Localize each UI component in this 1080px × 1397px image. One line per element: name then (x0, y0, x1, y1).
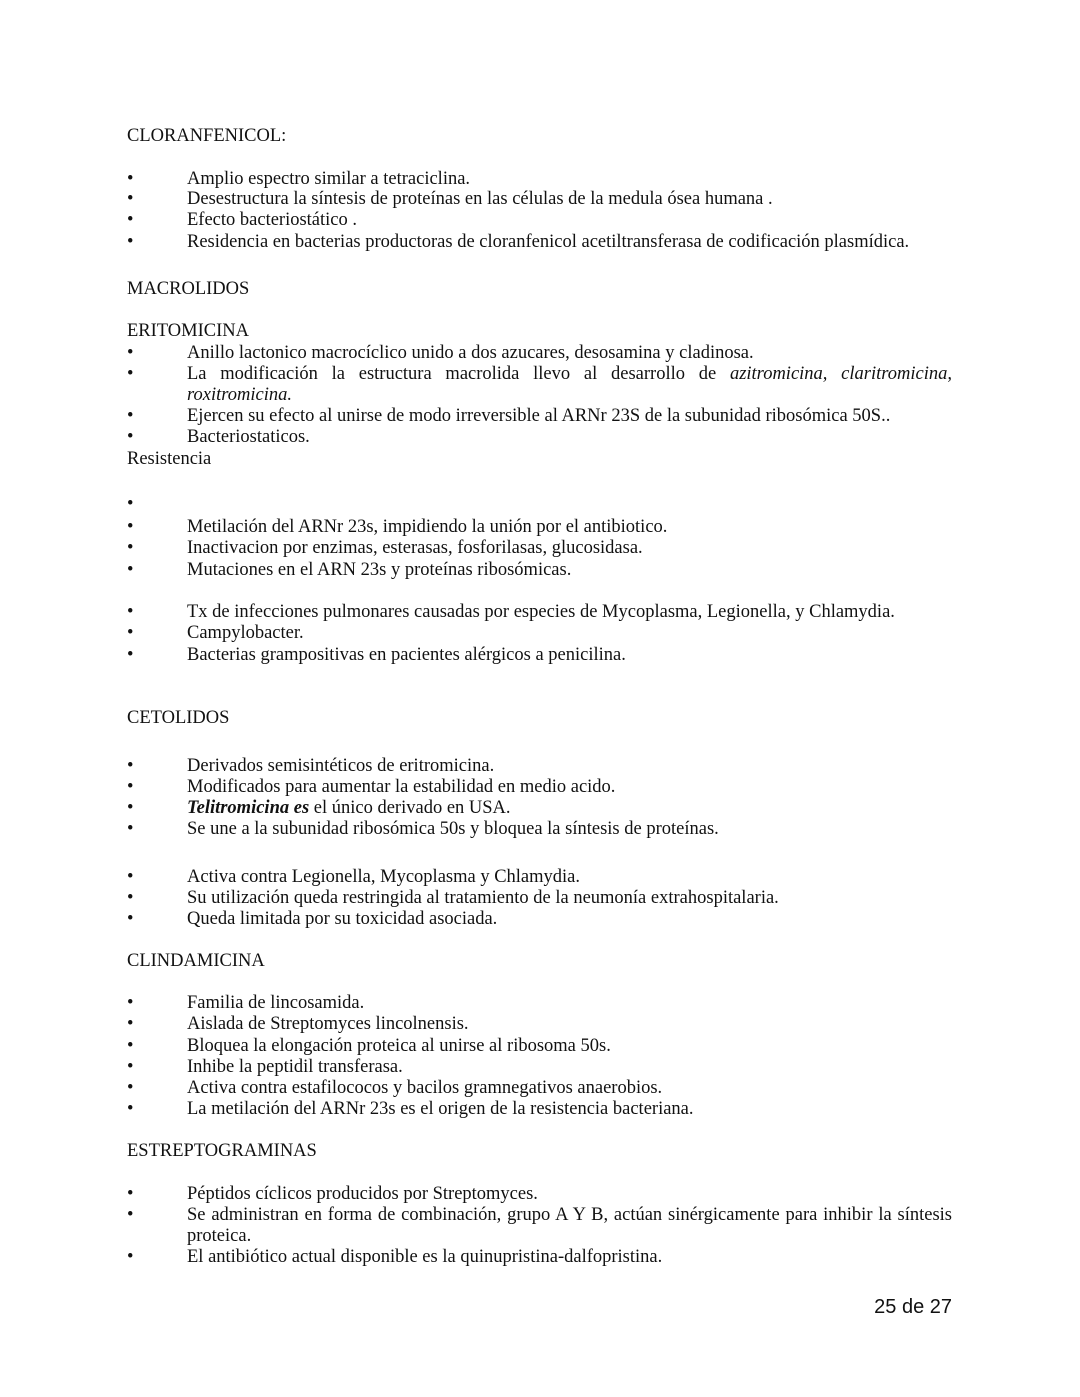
list-item-text: Modificados para aumentar la estabilidad en medio acido. (187, 777, 616, 797)
list-item-text: Bacterias grampositivas en pacientes alérgicos a penicilina. (187, 645, 626, 665)
section-heading: ERITOMICINA (127, 321, 249, 341)
bullet-icon: • (127, 427, 134, 447)
list-item-text: La metilación del ARNr 23s es el origen de la resistencia bacteriana. (187, 1099, 694, 1119)
bullet-icon: • (127, 1099, 134, 1119)
section-heading: Resistencia (127, 449, 212, 469)
list-item (187, 517, 952, 538)
list-item (187, 1078, 952, 1099)
list-item (187, 232, 952, 253)
list-item (187, 406, 952, 427)
list-item (187, 623, 952, 644)
bullet-icon: • (127, 1184, 134, 1204)
bullet-icon: • (127, 169, 134, 189)
list-item (187, 1036, 952, 1057)
list-item (187, 1247, 952, 1268)
bullet-icon: • (127, 210, 134, 230)
list-item (187, 538, 952, 559)
list-item-text: Se administran en forma de combinación, grupo A Y B, actúan sinérgicamente para inhibir la síntesis proteica. (187, 1205, 952, 1246)
list-item-text: Activa contra estafilococos y bacilos gramnegativos anaerobios. (187, 1078, 663, 1098)
list-item (187, 210, 952, 231)
list-item-text: Ejercen su efecto al unirse de modo irreversible al ARNr 23S de la subunidad ribosómica 50S.. (187, 406, 891, 426)
bullet-icon: • (127, 777, 134, 797)
list-item-text: El antibiótico actual disponible es la quinupristina-dalfopristina. (187, 1247, 663, 1267)
list-item-text: Residencia en bacterias productoras de cloranfenicol acetiltransferasa de codificación plasmídica. (187, 232, 910, 252)
list-item (187, 798, 952, 819)
list-item-text: Aislada de Streptomyces lincolnensis. (187, 1014, 469, 1034)
section-heading: CLINDAMICINA (127, 951, 265, 971)
list-item (187, 819, 952, 840)
list-item-text: Telitromicina es (187, 798, 310, 818)
list-item (187, 427, 952, 448)
section-heading: MACROLIDOS (127, 279, 250, 299)
bullet-icon: • (127, 888, 134, 908)
page-number: 25 de 27 (874, 1296, 952, 1318)
list-item-text: Desestructura la síntesis de proteínas en las células de la medula ósea humana . (187, 189, 773, 209)
list-item-text: Campylobacter. (187, 623, 304, 643)
list-item (187, 1057, 952, 1078)
list-item-text: Activa contra Legionella, Mycoplasma y Chlamydia. (187, 867, 581, 887)
list-item-text: Derivados semisintéticos de eritromicina. (187, 756, 495, 776)
list-item (187, 993, 952, 1014)
list-item (187, 909, 952, 930)
bullet-icon: • (127, 602, 134, 622)
bullet-icon: • (127, 909, 134, 929)
list-item (187, 1099, 952, 1120)
list-item-text: Mutaciones en el ARN 23s y proteínas ribosómicas. (187, 560, 572, 580)
list-item-text: el único derivado en USA. (309, 798, 511, 818)
list-item-text: Queda limitada por su toxicidad asociada. (187, 909, 498, 929)
list-item-text: Efecto bacteriostático . (187, 210, 358, 230)
bullet-icon: • (127, 867, 134, 887)
list-item-text: Amplio espectro similar a tetraciclina. (187, 169, 471, 189)
list-item-text: Péptidos cíclicos producidos por Streptomyces. (187, 1184, 538, 1204)
bullet-icon: • (127, 1078, 134, 1098)
bullet-icon: • (127, 819, 134, 839)
list-item-text: Se une a la subunidad ribosómica 50s y bloquea la síntesis de proteínas. (187, 819, 719, 839)
bullet-icon: • (127, 1205, 134, 1225)
list-item-text: Bloquea la elongación proteica al unirse al ribosoma 50s. (187, 1036, 611, 1056)
list-item (187, 756, 952, 777)
list-item-text: Bacteriostaticos. (187, 427, 310, 447)
list-item-text: Metilación del ARNr 23s, impidiendo la unión por el antibiotico. (187, 517, 668, 537)
bullet-icon: • (127, 1036, 134, 1056)
bullet-icon: • (127, 756, 134, 776)
bullet-icon: • (127, 1057, 134, 1077)
bullet-icon: • (127, 993, 134, 1013)
section-heading: CLORANFENICOL: (127, 126, 287, 146)
list-item (187, 1205, 952, 1247)
list-item (187, 645, 952, 666)
bullet-icon: • (127, 494, 134, 514)
bullet-icon: • (127, 406, 134, 426)
bullet-icon: • (127, 517, 134, 537)
list-item (187, 364, 952, 406)
bullet-icon: • (127, 623, 134, 643)
bullet-icon: • (127, 1247, 134, 1267)
list-item-text: Su utilización queda restringida al tratamiento de la neumonía extrahospitalaria. (187, 888, 779, 908)
list-item (187, 867, 952, 888)
list-item (187, 888, 952, 909)
bullet-icon: • (127, 538, 134, 558)
bullet-icon: • (127, 343, 134, 363)
list-item-text: Tx de infecciones pulmonares causadas por especies de Mycoplasma, Legionella, y Chlamydia. (187, 602, 895, 622)
list-item (187, 560, 952, 581)
bullet-icon: • (127, 645, 134, 665)
list-item (187, 189, 952, 210)
list-item (187, 1184, 952, 1205)
list-item (187, 169, 952, 190)
list-item-text: Anillo lactonico macrocíclico unido a dos azucares, desosamina y cladinosa. (187, 343, 754, 363)
list-item (187, 343, 952, 364)
bullet-icon: • (127, 1014, 134, 1034)
section-heading: CETOLIDOS (127, 708, 230, 728)
list-item (187, 602, 952, 623)
bullet-icon: • (127, 364, 134, 384)
list-item (187, 777, 952, 798)
list-item (187, 1014, 952, 1035)
list-item-text: Inactivacion por enzimas, esterasas, fosforilasas, glucosidasa. (187, 538, 643, 558)
bullet-icon: • (127, 232, 134, 252)
list-item-text: La modificación la estructura macrolida llevo al desarrollo de (187, 364, 730, 384)
list-item-text: azitromicina, claritromicina, roxitromicina. (187, 364, 952, 405)
list-item-text: Inhibe la peptidil transferasa. (187, 1057, 403, 1077)
list-item-text: Familia de lincosamida. (187, 993, 365, 1013)
bullet-icon: • (127, 798, 134, 818)
section-heading: ESTREPTOGRAMINAS (127, 1141, 317, 1161)
bullet-icon: • (127, 560, 134, 580)
bullet-icon: • (127, 189, 134, 209)
